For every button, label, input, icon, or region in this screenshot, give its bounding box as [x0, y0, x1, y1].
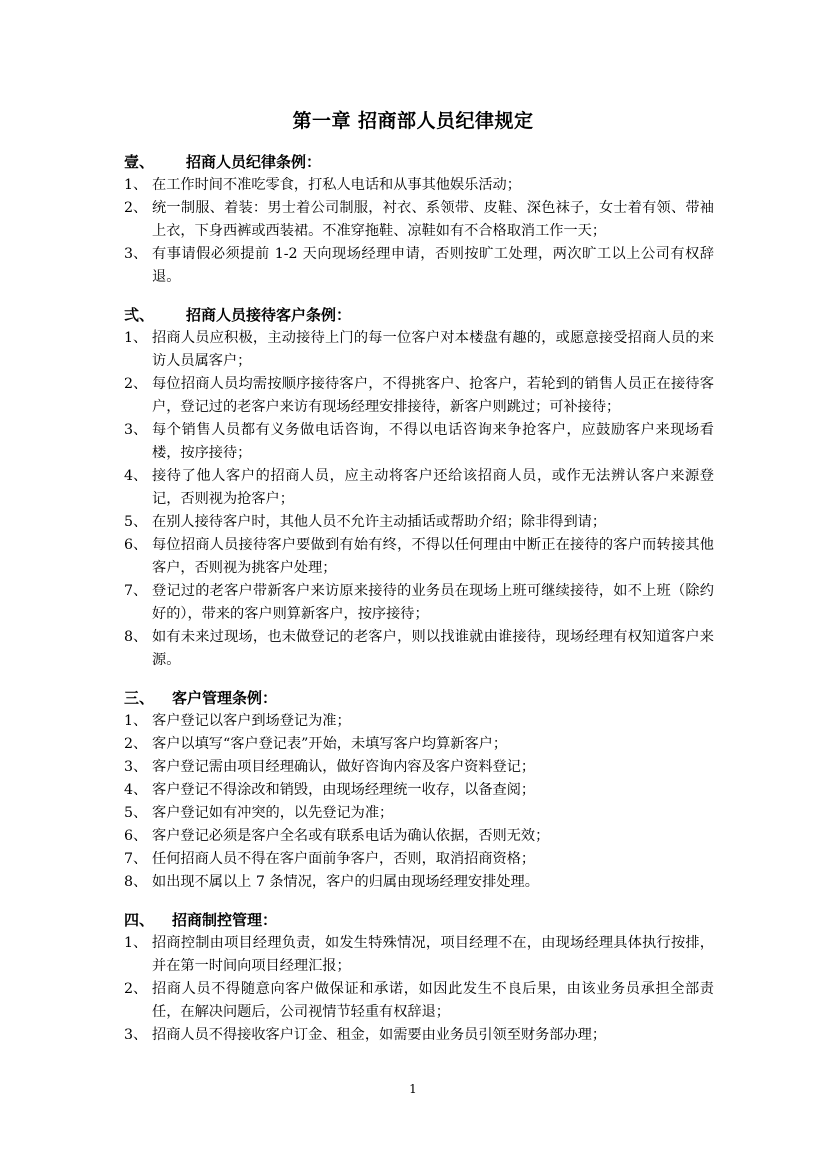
section-number: 三、 [124, 689, 155, 707]
section-title: 招商人员接待客户条例： [186, 306, 352, 324]
section-title: 招商人员纪律条例： [186, 153, 322, 171]
section-number: 弍、 [124, 306, 155, 324]
item-number: 6、 [124, 537, 148, 553]
list-item [124, 932, 714, 978]
item-number: 1、 [124, 330, 148, 346]
item-text: 客户登记必须是客户全名或有联系电话为确认依据，否则无效； [152, 828, 550, 844]
item-text: 招商人员不得随意向客户做保证和承诺，如因此发生不良后果，由该业务员承担全部责任，在解决问题后，公司视情节轻重有权辞退； [152, 981, 714, 1020]
list-item [124, 534, 714, 580]
item-number: 4、 [124, 468, 148, 484]
list-item [124, 419, 714, 465]
item-text: 客户登记需由项目经理确认，做好咨询内容及客户资料登记； [152, 759, 536, 775]
item-number: 7、 [124, 583, 148, 599]
list-item [124, 174, 714, 197]
list-item [124, 1024, 714, 1047]
item-text: 统一制服、着装：男士着公司制服，衬衣、系领带、皮鞋、深色袜子，女士着有领、带袖上衣，下身西裤或西装裙。不准穿拖鞋、凉鞋如有不合格取消工作一天； [152, 200, 714, 239]
section-1 [124, 150, 714, 289]
item-number: 7、 [124, 851, 148, 867]
item-number: 2、 [124, 981, 148, 997]
item-text: 如出现不属以上 7 条情况，客户的归属由现场经理安排处理。 [152, 874, 539, 890]
item-number: 8、 [124, 874, 148, 890]
item-number: 8、 [124, 629, 148, 645]
list-item [124, 978, 714, 1024]
list-item [124, 197, 714, 243]
item-text: 招商人员不得接收客户订金、租金，如需要由业务员引领至财务部办理； [152, 1027, 607, 1043]
item-text: 招商控制由项目经理负责，如发生特殊情况，项目经理不在，由现场经理具体执行按排，并在第一时间向项目经理汇报； [152, 935, 714, 974]
item-text: 有事请假必须提前 1-2 天向现场经理申请，否则按旷工处理，两次旷工以上公司有权辞退。 [152, 246, 714, 285]
section-heading [124, 150, 714, 174]
item-text: 在别人接待客户时，其他人员不允许主动插话或帮助介绍；除非得到请； [152, 514, 607, 530]
item-text: 招商人员应积极，主动接待上门的每一位客户对本楼盘有趣的，或愿意接受招商人员的来访人员属客户； [152, 330, 714, 369]
list-item [124, 511, 714, 534]
item-text: 每个销售人员都有义务做电话咨询，不得以电话咨询来争抢客户，应鼓励客户来现场看楼，按序接待； [152, 422, 714, 461]
list-item [124, 756, 714, 779]
section-number: 壹、 [124, 153, 155, 171]
item-text: 接待了他人客户的招商人员，应主动将客户还给该招商人员，或作无法辨认客户来源登记，否则视为抢客户； [152, 468, 714, 507]
item-number: 1、 [124, 935, 148, 951]
item-text: 客户登记如有冲突的，以先登记为准； [152, 805, 394, 821]
page-number: 1 [409, 1082, 417, 1096]
section-heading [124, 686, 714, 710]
item-number: 5、 [124, 805, 148, 821]
list-item [124, 626, 714, 672]
list-item [124, 465, 714, 511]
list-item [124, 243, 714, 289]
item-number: 2、 [124, 200, 148, 216]
item-number: 5、 [124, 514, 148, 530]
item-number: 4、 [124, 782, 148, 798]
item-number: 3、 [124, 422, 148, 438]
chapter-title: 第一章 招商部人员纪律规定 [292, 110, 534, 132]
section-2 [124, 303, 714, 672]
list-item [124, 848, 714, 871]
item-number: 2、 [124, 736, 148, 752]
section-title: 招商制控管理： [172, 911, 278, 929]
section-heading [124, 908, 714, 932]
section-number: 四、 [124, 911, 155, 929]
item-text: 登记过的老客户带新客户来访原来接待的业务员在现场上班可继续接待，如不上班（除约好的），带来的客户则算新客户，按序接待； [152, 583, 714, 622]
item-number: 3、 [124, 1027, 148, 1043]
list-item [124, 373, 714, 419]
section-title: 客户管理条例： [172, 689, 278, 707]
section-4 [124, 908, 714, 1047]
item-number: 1、 [124, 177, 148, 193]
list-item [124, 733, 714, 756]
list-item [124, 580, 714, 626]
list-item [124, 710, 714, 733]
item-text: 客户以填写“客户登记表”开始，未填写客户均算新客户； [152, 736, 508, 752]
item-text: 客户登记以客户到场登记为准； [152, 713, 351, 729]
list-item [124, 779, 714, 802]
item-text: 在工作时间不准吃零食，打私人电话和从事其他娱乐活动； [152, 177, 521, 193]
item-text: 任何招商人员不得在客户面前争客户，否则，取消招商资格； [152, 851, 536, 867]
item-text: 每位招商人员均需按顺序接待客户，不得挑客户、抢客户，若轮到的销售人员正在接待客户，登记过的老客户来访有现场经理安排接待，新客户则跳过；可补接待； [152, 376, 714, 415]
item-number: 2、 [124, 376, 148, 392]
item-text: 客户登记不得涂改和销毁，由现场经理统一收存，以备查阅； [152, 782, 536, 798]
item-text: 如有未来过现场，也未做登记的老客户，则以找谁就由谁接待，现场经理有权知道客户来源。 [152, 629, 714, 668]
item-number: 3、 [124, 759, 148, 775]
list-item [124, 825, 714, 848]
item-number: 3、 [124, 246, 148, 262]
section-heading [124, 303, 714, 327]
document-body [124, 150, 714, 1061]
list-item [124, 871, 714, 894]
list-item [124, 802, 714, 825]
item-number: 6、 [124, 828, 148, 844]
item-text: 每位招商人员接待客户要做到有始有终，不得以任何理由中断正在接待的客户而转接其他客户，否则视为挑客户处理； [152, 537, 714, 576]
list-item [124, 327, 714, 373]
section-3 [124, 686, 714, 894]
item-number: 1、 [124, 713, 148, 729]
